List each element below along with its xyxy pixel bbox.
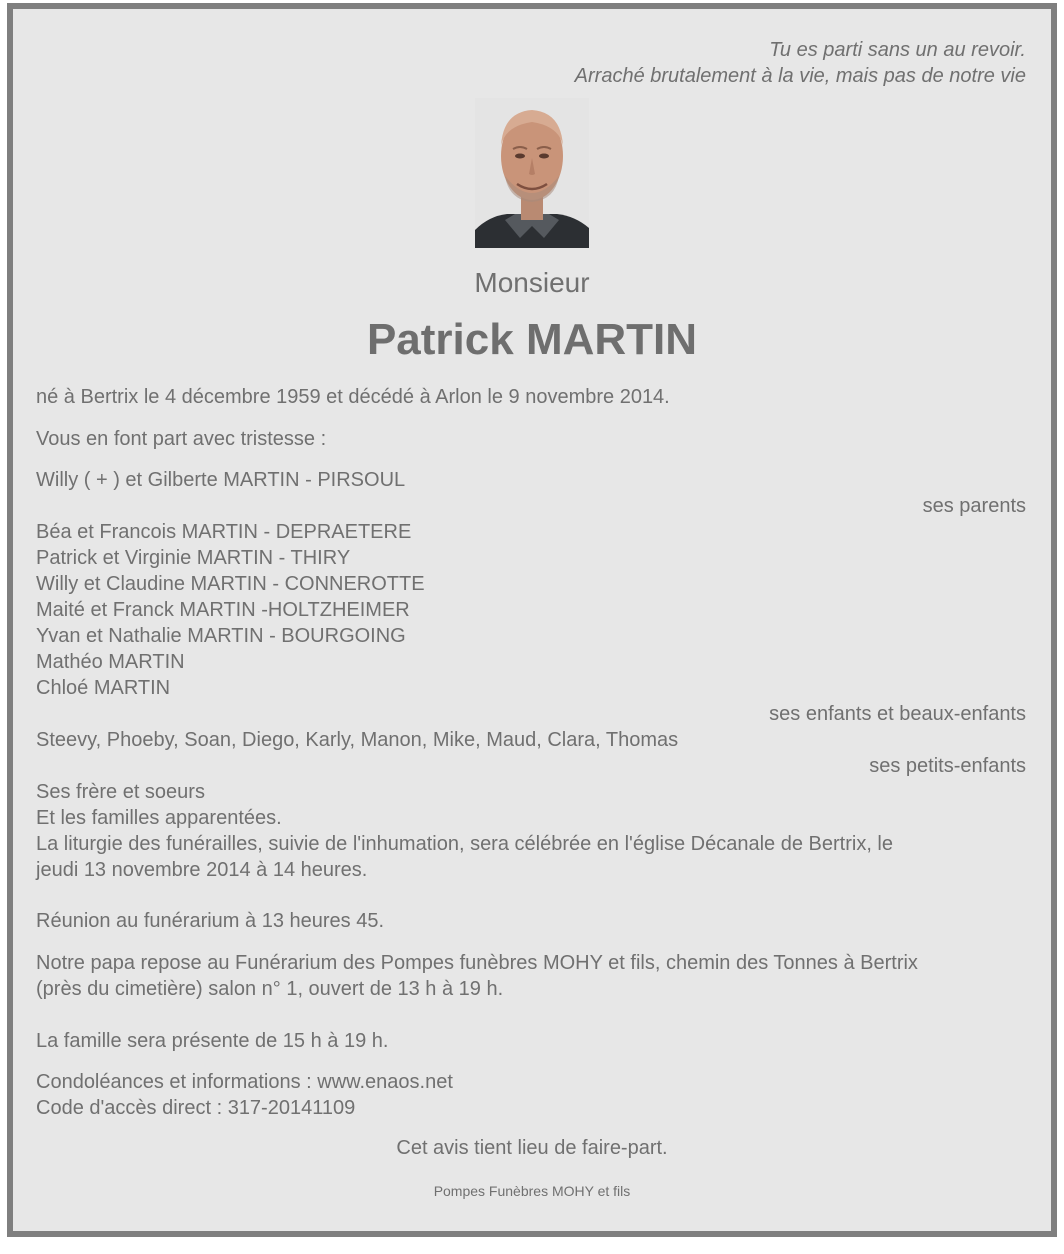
grandchildren-names: Steevy, Phoeby, Soan, Diego, Karly, Manon, Mike, Maud, Clara, Thomas [36, 729, 679, 751]
liturgy-line-1: La liturgie des funérailles, suivie de l'inhumation, sera célébrée en l'église Décanale de Bertrix, le [36, 833, 894, 855]
obituary-card [7, 3, 1057, 1237]
liturgy-line-2: jeudi 13 novembre 2014 à 14 heures. [36, 859, 368, 881]
child-name: Béa et Francois MARTIN - DEPRAETERE [36, 521, 412, 543]
families-text: Et les familles apparentées. [36, 807, 282, 829]
rest-line-2: (près du cimetière) salon n° 1, ouvert de 13 h à 19 h. [36, 978, 504, 1000]
grandchildren-relation: ses petits-enfants [869, 755, 1026, 777]
child-name: Mathéo MARTIN [36, 651, 185, 673]
meeting-text: Réunion au funérarium à 13 heures 45. [36, 910, 385, 932]
child-name: Chloé MARTIN [36, 677, 171, 699]
condolences-line-1: Condoléances et informations : www.enaos.net [36, 1071, 453, 1093]
condolences-line-2: Code d'accès direct : 317-20141109 [36, 1097, 356, 1119]
family-presence-text: La famille sera présente de 15 h à 19 h. [36, 1030, 389, 1052]
birth-death-text: né à Bertrix le 4 décembre 1959 et décédé à Arlon le 9 novembre 2014. [36, 386, 670, 408]
parents-names: Willy ( + ) et Gilberte MARTIN - PIRSOUL [36, 469, 406, 491]
child-name: Willy et Claudine MARTIN - CONNEROTTE [36, 573, 425, 595]
siblings-text: Ses frère et soeurs [36, 781, 205, 803]
parents-relation: ses parents [922, 495, 1026, 517]
deceased-name: Patrick MARTIN [366, 315, 698, 364]
honorific: Monsieur [474, 267, 590, 298]
child-name: Patrick et Virginie MARTIN - THIRY [36, 547, 351, 569]
intro-text: Vous en font part avec tristesse : [36, 428, 327, 450]
notice-text: Cet avis tient lieu de faire-part. [396, 1137, 668, 1159]
rest-line-1: Notre papa repose au Funérarium des Pompes funèbres MOHY et fils, chemin des Tonnes à Bertrix [36, 952, 918, 974]
portrait-photo [475, 98, 589, 248]
child-name: Yvan et Nathalie MARTIN - BOURGOING [36, 625, 406, 647]
footer-text: Pompes Funèbres MOHY et fils [433, 1183, 631, 1199]
child-name: Maité et Franck MARTIN -HOLTZHEIMER [36, 599, 410, 621]
poem-line-2: Arraché brutalement à la vie, mais pas de notre vie [574, 65, 1026, 87]
children-relation: ses enfants et beaux-enfants [769, 703, 1026, 725]
poem-line-1: Tu es parti sans un au revoir. [769, 39, 1026, 61]
